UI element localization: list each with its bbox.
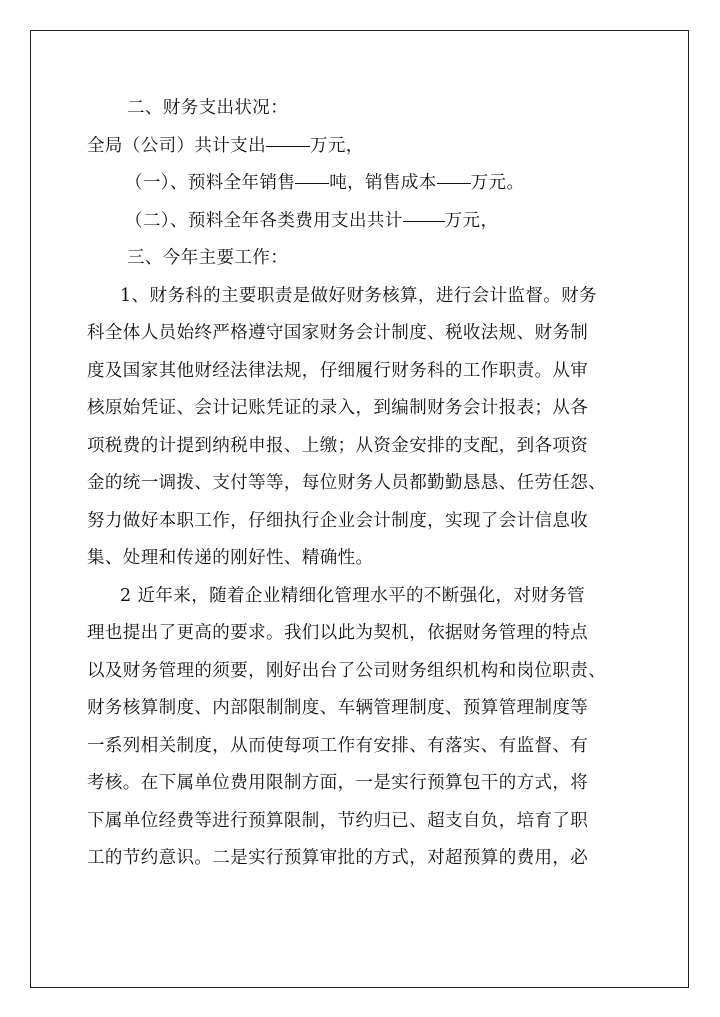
para1-line: 金的统一调拨、支付等等，每位财务人员都勤勤恳恳、任劳任怨、	[87, 473, 607, 493]
section3-heading-text: 三、今年主要工作：	[127, 248, 289, 268]
document-body	[87, 90, 647, 878]
para2-line: 理也提出了更高的要求。我们以此为契机，依据财务管理的特点	[87, 623, 589, 643]
para1-line: 科全体人员始终严格遵守国家财务会计制度、税收法规、财务制	[87, 323, 589, 343]
item1-mid: 吨，销售成本	[329, 173, 437, 193]
item2-blank	[403, 220, 445, 222]
para1-line: 努力做好本职工作，仔细执行企业会计制度，实现了会计信息收	[87, 510, 589, 531]
para2-line: 一系列相关制度，从而使每项工作有安排、有落实、有监督、有	[87, 735, 589, 756]
para2-line: 下属单位经费等进行预算限制，节约归已、超支自负，培育了职	[87, 810, 589, 831]
total-expense-suffix: 万元，	[310, 135, 364, 156]
item2-suffix: 万元，	[444, 210, 499, 231]
para1-line: 核原始凭证、会计记账凭证的录入，到编制财务会计报表；从各	[87, 398, 589, 418]
para2-line: 考核。在下属单位费用限制方面，一是实行预算包干的方式，将	[87, 773, 589, 793]
para2-line: 2 近年来，随着企业精细化管理水平的不断强化，对财务管	[120, 585, 585, 606]
section2-heading	[87, 90, 647, 128]
para1-line: 1、财务科的主要职责是做好财务核算，进行会计监督。财务	[120, 285, 597, 306]
item1-line	[87, 165, 647, 203]
item2-prefix: （二）、预料全年各类费用支出共计	[125, 210, 403, 231]
item2-line	[87, 203, 647, 241]
total-expense-prefix: 全局（公司）共计支出	[87, 135, 266, 156]
item1-sales-blank	[295, 182, 329, 184]
total-expense-line	[87, 128, 647, 166]
section3-heading	[87, 240, 647, 278]
para2-line: 工的节约意识。二是实行预算审批的方式，对超预算的费用，必	[87, 848, 589, 868]
section2-heading-text: 二、财务支出状况：	[127, 98, 289, 118]
para1-line: 集、处理和传递的刚好性、精确性。	[87, 548, 374, 568]
item1-cost-blank	[437, 182, 471, 184]
para2-line: 以及财务管理的须要，刚好出台了公司财务组织机构和岗位职责、	[87, 660, 607, 681]
item1-prefix: （一）、预料全年销售	[125, 173, 296, 193]
para1-line: 度及国家其他财经法律法规，仔细履行财务科的工作职责。从审	[87, 360, 589, 381]
para2-line: 财务核算制度、内部限制制度、车辆管理制度、预算管理制度等	[87, 698, 589, 718]
para1-line: 项税费的计提到纳税申报、上缴；从资金安排的支配，到各项资	[87, 435, 589, 456]
item1-suffix: 万元。	[470, 173, 525, 193]
total-expense-blank	[266, 145, 310, 147]
